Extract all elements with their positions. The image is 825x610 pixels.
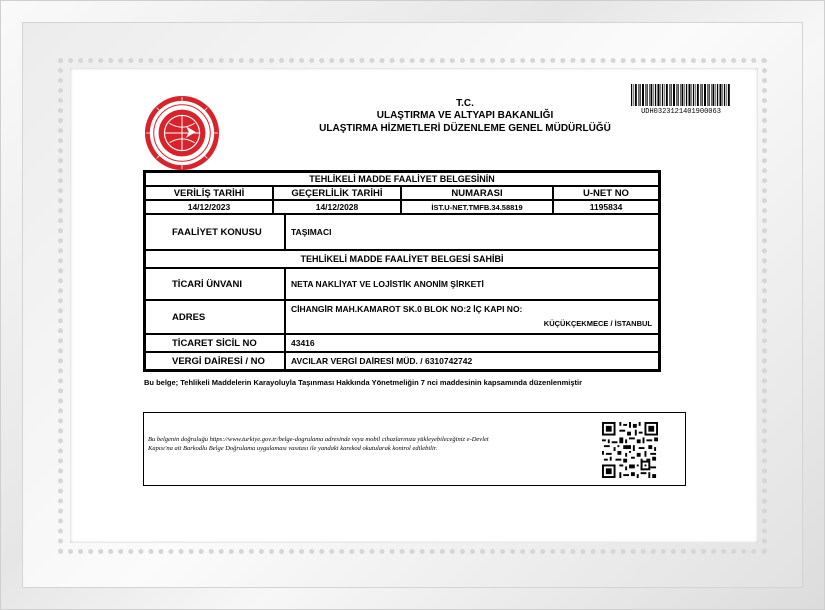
regulation-note: Bu belge; Tehlikeli Maddelerin Karayoluyla Taşınması Hakkında Yönetmeliğin 7 nci maddesinin kapsamında düzenlenmiştir <box>144 378 583 387</box>
validity-date-value: 14/12/2028 <box>273 200 401 214</box>
barcode-icon <box>631 84 731 106</box>
barcode-number: UDH0323121401900063 <box>641 108 721 116</box>
registry-value: 43416 <box>285 334 659 352</box>
trade-name-label: TİCARİ ÜNVANI <box>145 268 285 300</box>
address-label: ADRES <box>145 300 285 334</box>
certificate-number-value: İST.U-NET.TMFB.34.58819 <box>401 200 553 214</box>
verification-line-2: Kapısı'na ait Barkodlu Belge Doğrulama uygulaması vasıtası ile yandaki karekod okutularak kontrol edilebilir. <box>148 445 438 452</box>
certificate-title: TEHLİKELİ MADDE FAALİYET BELGESİNİN <box>145 172 659 186</box>
tax-label: VERGİ DAİRESİ / NO <box>145 352 285 370</box>
activity-label: FAALİYET KONUSU <box>145 214 285 250</box>
header-number: NUMARASI <box>401 186 553 200</box>
header-issue-date: VERİLİŞ TARİHİ <box>145 186 273 200</box>
address-line-2: KÜÇÜKÇEKMECE / İSTANBUL <box>543 319 652 328</box>
ministry-seal-icon <box>143 94 221 172</box>
certificate-table <box>143 170 661 372</box>
header-validity-date: GEÇERLİLİK TARİHİ <box>273 186 401 200</box>
trade-name-value: NETA NAKLİYAT VE LOJİSTİK ANONİM ŞİRKETİ <box>285 268 659 300</box>
qr-code-icon <box>602 421 658 479</box>
activity-value: TAŞIMACI <box>285 214 659 250</box>
unet-no-value: 1195834 <box>553 200 659 214</box>
address-value <box>285 300 659 334</box>
certificate-paper <box>70 68 758 543</box>
owner-title: TEHLİKELİ MADDE FAALİYET BELGESİ SAHİBİ <box>145 250 659 268</box>
header-unet-no: U-NET NO <box>553 186 659 200</box>
issue-date-value: 14/12/2023 <box>145 200 273 214</box>
verification-text <box>148 435 588 453</box>
authority-line-1: T.C. <box>456 98 474 109</box>
tax-value: AVCILAR VERGİ DAİRESİ MÜD. / 6310742742 <box>285 352 659 370</box>
registry-label: TİCARET SİCİL NO <box>145 334 285 352</box>
address-line-1: CİHANGİR MAH.KAMAROT SK.0 BLOK NO:2 İÇ KAPI NO: <box>291 304 523 314</box>
verification-line-1: Bu belgenin doğruluğu https://www.turkiye.gov.tr/belge-dogrulama adresinde veya mobil cihazlarınıza yükleyebileceğiniz e-Devlet <box>148 436 489 443</box>
verification-box <box>143 412 686 486</box>
authority-line-2: ULAŞTIRMA VE ALTYAPI BAKANLIĞI <box>376 110 554 121</box>
authority-line-3: ULAŞTIRMA HİZMETLERİ DÜZENLEME GENEL MÜDÜRLÜĞÜ <box>319 123 611 134</box>
